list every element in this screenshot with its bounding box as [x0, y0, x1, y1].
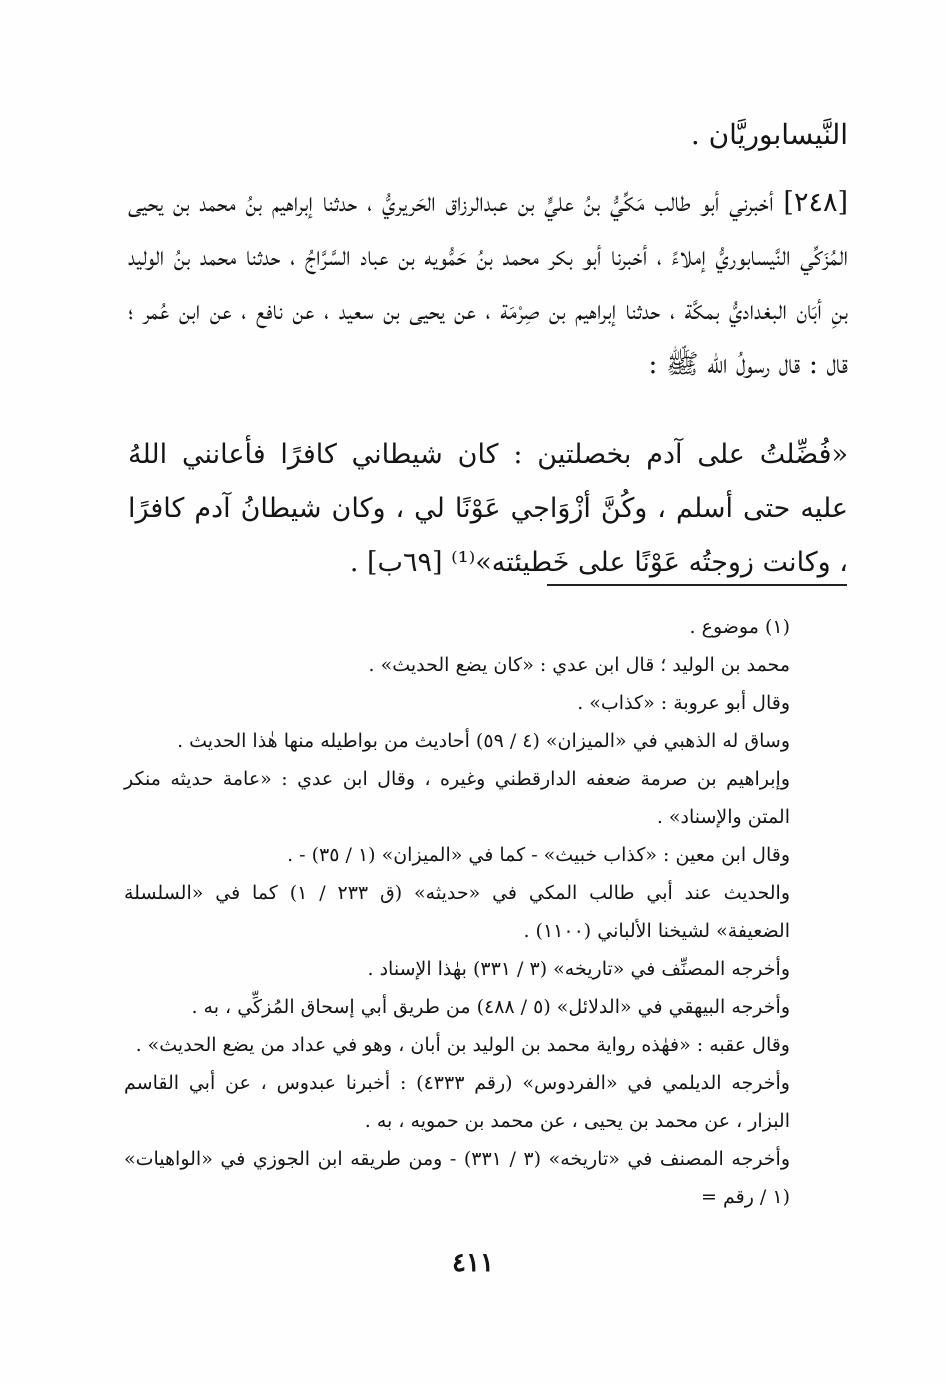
carry-over-line: النَّيسابوريَّان .	[690, 118, 848, 151]
footnote-line: وقال عقبه : «فهٰذه رواية محمد بن الوليد بن أبان ، وهو في عداد من يضع الحديث» .	[135, 1034, 790, 1056]
footnote-line: وأخرجه البيهقي في «الدلائل» (٥ / ٤٨٨) من طريق أبي إسحاق المُزكِّي ، به .	[191, 996, 790, 1018]
footnote-line: وأخرجه المصنِّف في «تاريخه» (٣ / ٣٣١) بهٰذا الإسناد .	[367, 958, 790, 980]
hadith-matn-paragraph: «فُضِّلتُ على آدم بخصلتين : كان شيطاني كافرًا فأعانني اللهُ عليه حتى أسلم ، وكُنَّ أزْوَاجي عَوْنًا لي ، وكان شيطانُ آدم كافرًا ، وكانت زوجتُه عَوْنًا على خَطيئته»⁽¹⁾ [٦٩ب] .	[128, 439, 848, 578]
footnote-line: والحديث عند أبي طالب المكي في «حديثه» (ق ٢٣٣ / ١) كما في «السلسلة الضعيفة» لشيخنا الألباني (١١٠٠) .	[124, 882, 790, 942]
footnote-line: وأخرجه المصنف في «تاريخه» (٣ / ٣٣١) - ومن طريقه ابن الجوزي في «الواهيات» (١ / رقم =	[124, 1148, 791, 1208]
footnote-line: وأخرجه الديلمي في «الفردوس» (رقم ٤٣٣٣) : أخبرنا عبدوس ، عن أبي القاسم البزار ، عن محمد بن يحيى ، عن محمد بن حمويه ، به .	[124, 1072, 790, 1132]
footnote-divider	[547, 584, 847, 586]
footnote-line: محمد بن الوليد ؛ قال ابن عدي : «كان يضع الحديث» .	[368, 654, 790, 676]
footnotes-section	[124, 608, 854, 1216]
footnote-line: وقال أبو عروبة : «كذاب» .	[577, 692, 790, 714]
footnote-line: (١) موضوع .	[689, 616, 790, 638]
footnote-line: وقال ابن معين : «كذاب خبيث» - كما في «الميزان» (١ / ٣٥) - .	[287, 844, 790, 866]
footnote-line: وإبراهيم بن صرمة ضعفه الدارقطني وغيره ، وقال ابن عدي : «عامة حديثه منكر المتن والإسناد» .	[124, 768, 790, 828]
hadith-isnad-paragraph: [٢٤٨] أخبرني أبو طالب مَكِّيُّ بنُ عليٍّ بن عبدالرزاق الحَريريُّ ، حدثنا إبراهيم بنُ محمد بن يحيى المُزَكِّي النَّيسابوريُّ إملاءً ، أخبرنا أبو بكر محمد بنُ حَمُّويه بن عباد السَّرَّاجُ ، حدثنا محمد بنُ الوليد بنِ أبَان البغداديُّ بمكَّة ، حدثنا إبراهيم بن صِرْمَة ، عن يحيى بن سعيد ، عن نافع ، عن ابن عُمر ؛ قال : قال رسولُ الله ﷺ :	[128, 187, 848, 380]
page-number: ٤١١	[452, 1248, 494, 1278]
footnote-line: وساق له الذهبي في «الميزان» (٤ / ٥٩) أحاديث من بواطيله منها هٰذا الحديث .	[177, 730, 790, 752]
